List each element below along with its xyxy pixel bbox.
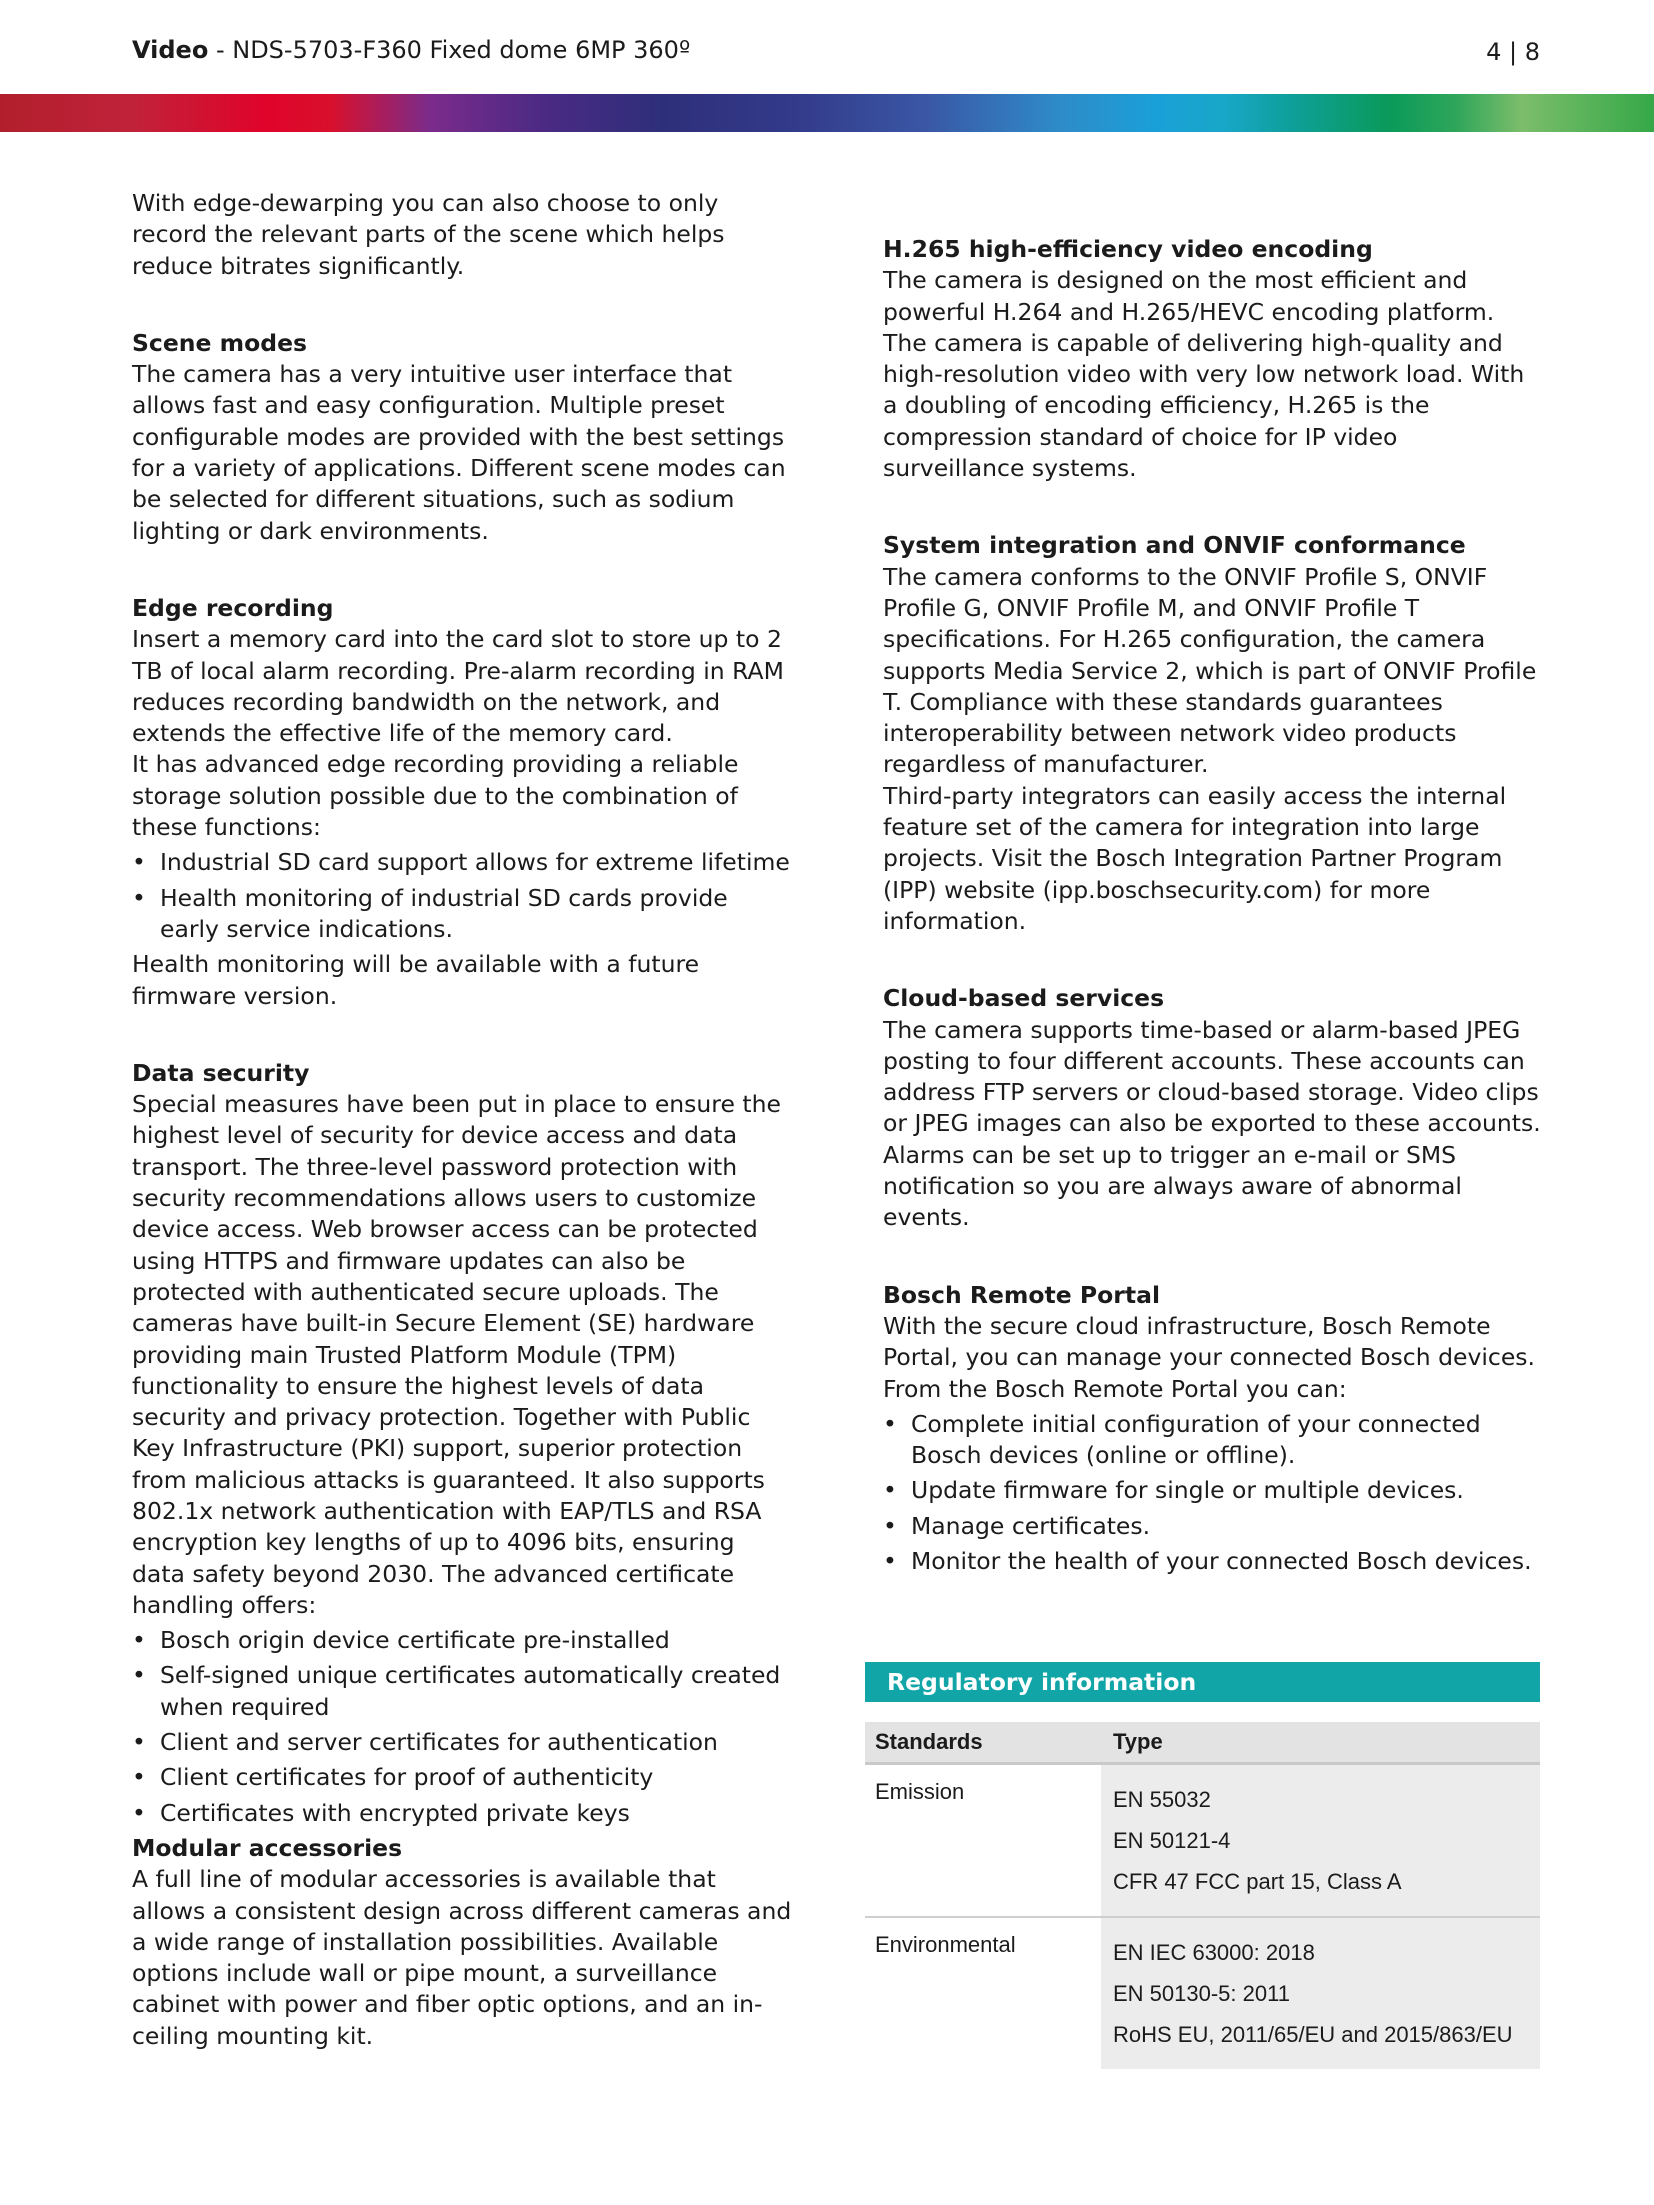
cloud-text-1: The camera supports time-based or alarm-based JPEG posting to four different accounts. These accounts can address FTP servers or cloud-based storage. Video clips or JPEG images can also be exported to these accounts. (883, 1015, 1541, 1138)
type-value: RoHS EU, 2011/65/EU and 2015/863/EU (1113, 2022, 1513, 2047)
onvif-text-2: Third-party integrators can easily access the internal feature set of the camera for integration into large projects. Visit the Bosch Integration Partner Program (IPP) website (ipp.boschsecurity.com) for more information. (883, 781, 1507, 935)
header-product: - NDS-5703-F360 Fixed dome 6MP 360º (208, 36, 691, 64)
type-value: EN 50130-5: 2011 (1113, 1981, 1290, 2006)
remote-portal-list (883, 1409, 1543, 1577)
type-value: CFR 47 FCC part 15, Class A (1113, 1869, 1402, 1894)
regulatory-heading: Regulatory information (865, 1662, 1540, 1702)
list-item: • Bosch origin device certificate pre-installed (132, 1625, 792, 1656)
edge-recording-list (132, 847, 792, 945)
header-section: Video (132, 36, 209, 64)
standard-cell: Emission (875, 1779, 965, 1804)
brand-color-band (0, 94, 1654, 132)
edge-recording-heading: Edge recording (132, 593, 334, 622)
table-row (865, 1918, 1540, 2069)
list-item: • Monitor the health of your connected Bosch devices. (883, 1546, 1543, 1577)
standard-cell: Environmental (875, 1932, 1016, 1957)
scene-modes-text: The camera has a very intuitive user interface that allows fast and easy configuration. Multiple preset configurable modes are provided with the best settings for a variety of applications. Different scene modes can be selected for different situations, such as sodium lighting or dark environments. (132, 360, 786, 545)
left-column (132, 188, 792, 2052)
onvif-heading: System integration and ONVIF conformance (883, 531, 1466, 560)
edge-recording-text-2: It has advanced edge recording providing a reliable storage solution possible due to the combination of these functions: (132, 750, 739, 842)
intro-text: With edge-dewarping you can also choose to only record the relevant parts of the scene which helps reduce bitrates significantly. (132, 189, 725, 280)
scene-modes-section (132, 328, 792, 547)
onvif-section (883, 530, 1543, 937)
edge-recording-section (132, 593, 792, 1012)
data-security-list (132, 1625, 792, 1829)
cloud-text-2: Alarms can be set up to trigger an e-mail or SMS notification so you are always aware of abnormal events. (883, 1140, 1462, 1232)
page-number: 4 | 8 (1486, 38, 1540, 66)
regulatory-table (865, 1722, 1540, 2069)
intro-section (132, 188, 792, 282)
column-header-standards: Standards (875, 1729, 983, 1754)
scene-modes-heading: Scene modes (132, 328, 308, 357)
type-value: EN IEC 63000: 2018 (1113, 1940, 1315, 1965)
list-item: • Certificates with encrypted private keys (132, 1798, 792, 1829)
remote-portal-section (883, 1280, 1543, 1578)
type-cell (1101, 1765, 1540, 1916)
edge-recording-text-1: Insert a memory card into the card slot to store up to 2 TB of local alarm recording. Pre-alarm recording in RAM reduces recording bandwidth on the network, and extends the effective life of the memory card. (132, 625, 784, 748)
list-item: • Update firmware for single or multiple devices. (883, 1475, 1543, 1506)
h265-text: The camera is designed on the most efficient and powerful H.264 and H.265/HEVC encoding platform. The camera is capable of delivering high-quality and high-resolution video with very low network load. With a doubling of encoding efficiency, H.265 is the compression standard of choice for IP video surveillance systems. (883, 266, 1525, 483)
modular-accessories-section (132, 1833, 792, 2052)
h265-heading: H.265 high-efficiency video encoding (883, 235, 1373, 263)
remote-portal-heading: Bosch Remote Portal (883, 1280, 1161, 1309)
data-security-heading: Data security (132, 1058, 310, 1087)
right-column (883, 234, 1543, 1581)
list-item: • Client and server certificates for authentication (132, 1727, 792, 1758)
column-header-type: Type (1113, 1729, 1163, 1754)
type-value: EN 50121-4 (1113, 1828, 1231, 1853)
remote-portal-text: With the secure cloud infrastructure, Bosch Remote Portal, you can manage your connected Bosch devices. From the Bosch Remote Portal you can: (883, 1311, 1535, 1403)
modular-accessories-heading: Modular accessories (132, 1833, 403, 1862)
h265-section (883, 234, 1543, 484)
list-item: • Health monitoring of industrial SD cards provide early service indications. (132, 883, 792, 946)
list-item: • Manage certificates. (883, 1511, 1543, 1542)
modular-accessories-text: A full line of modular accessories is available that allows a consistent design across different cameras and a wide range of installation possibilities. Available options include wall or pipe mount, a surveillance cabinet with power and fiber optic options, and an in-ceiling mounting kit. (132, 1865, 792, 2050)
list-item: • Self-signed unique certificates automatically created when required (132, 1660, 792, 1723)
type-value: EN 55032 (1113, 1787, 1211, 1812)
page-header (132, 36, 690, 64)
cloud-section (883, 983, 1543, 1233)
list-item: • Industrial SD card support allows for extreme lifetime (132, 847, 792, 878)
list-item: • Complete initial configuration of your connected Bosch devices (online or offline). (883, 1409, 1543, 1472)
type-cell (1101, 1918, 1540, 2069)
data-security-text: Special measures have been put in place to ensure the highest level of security for device access and data transport. The three-level password protection with security recommendations allows users to customize device access. Web browser access can be protected using HTTPS and firmware updates can also be protected with authenticated secure uploads. The cameras have built-in Secure Element (SE) hardware providing main Trusted Platform Module (TPM) functionality to ensure the highest levels of data security and privacy protection. Together with Public Key Infrastructure (PKI) support, superior protection from malicious attacks is guaranteed. It also supports 802.1x network authentication with EAP/TLS and RSA encryption key lengths of up to 4096 bits, ensuring data safety beyond 2030. The advanced certificate handling offers: (132, 1090, 781, 1619)
data-security-section (132, 1058, 792, 1829)
cloud-heading: Cloud-based services (883, 984, 1165, 1013)
edge-recording-text-3: Health monitoring will be available with a future firmware version. (132, 950, 700, 1010)
regulatory-section (865, 1662, 1540, 2069)
onvif-text-1: The camera conforms to the ONVIF Profile S, ONVIF Profile G, ONVIF Profile M, and ONVIF Profile T specifications. For H.265 configuration, the camera supports Media Service 2, which is part of ONVIF Profile T. Compliance with these standards guarantees interoperability between network video products regardless of manufacturer. (883, 562, 1537, 779)
list-item: • Client certificates for proof of authenticity (132, 1762, 792, 1793)
table-row (865, 1765, 1540, 1918)
table-header (865, 1722, 1540, 1765)
